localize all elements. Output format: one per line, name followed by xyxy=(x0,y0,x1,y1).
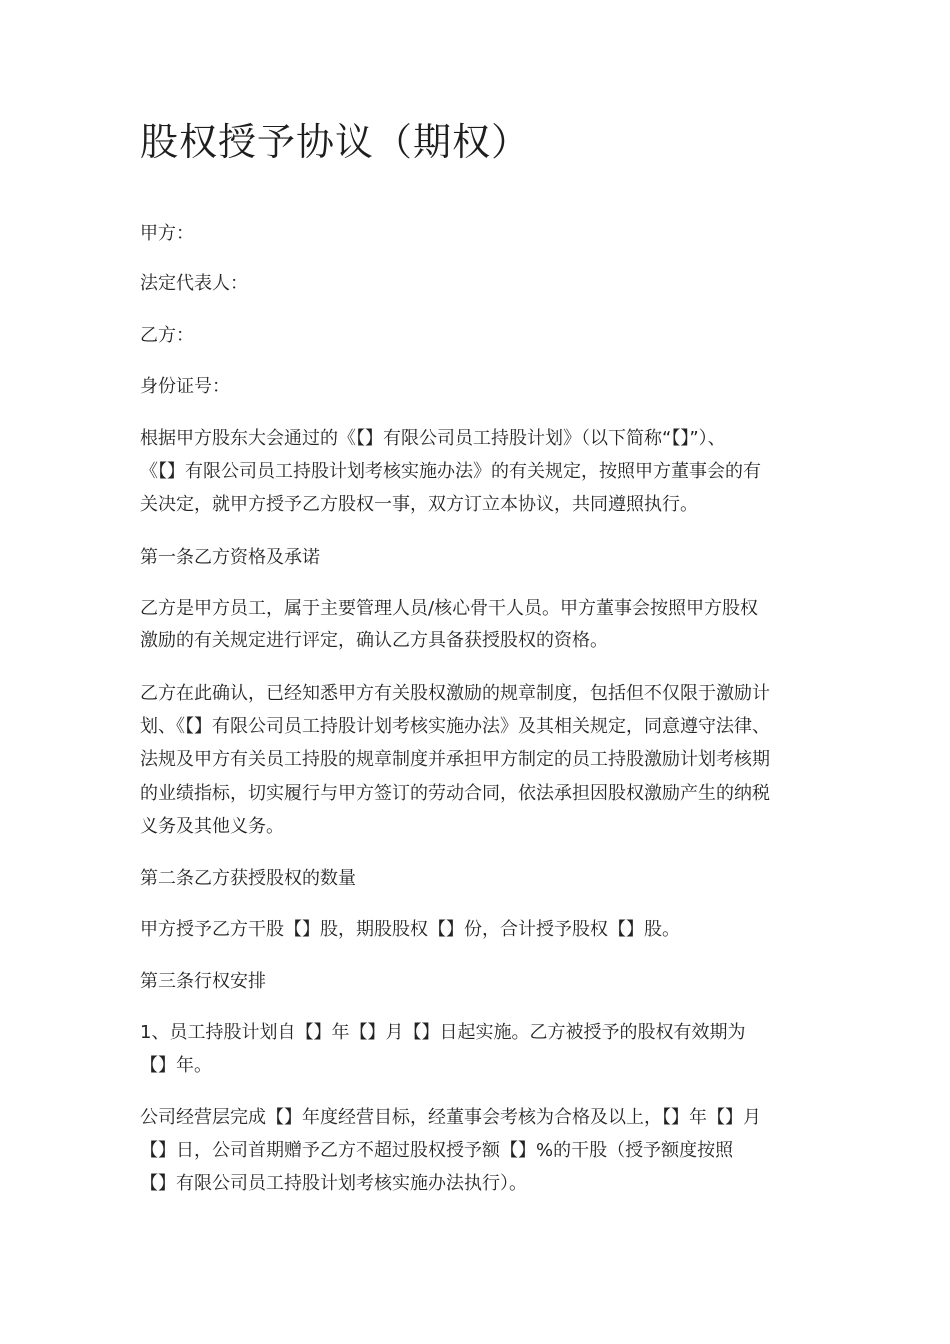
article3-heading: 第三条行权安排 xyxy=(140,971,266,992)
preamble-line: 根据甲方股东大会通过的《【】有限公司员工持股计划》（以下简称“【】”）、 xyxy=(140,428,726,449)
article1-para2-line: 乙方在此确认，已经知悉甲方有关股权激励的规章制度，包括但不仅限于激励计 xyxy=(140,683,770,704)
preamble-line: 《【】有限公司员工持股计划考核实施办法》的有关规定，按照甲方董事会的有 xyxy=(140,461,761,482)
legal-representative-label: 法定代表人： xyxy=(140,273,248,294)
article3-para2-line: 【】日，公司首期赠予乙方不超过股权授予额【】%的干股（授予额度按照 xyxy=(140,1140,734,1161)
article2-heading: 第二条乙方获授股权的数量 xyxy=(140,868,356,889)
article1-heading: 第一条乙方资格及承诺 xyxy=(140,547,320,568)
party-a-label: 甲方： xyxy=(140,223,194,244)
article1-para2-line: 法规及甲方有关员工持股的规章制度并承担甲方制定的员工持股激励计划考核期 xyxy=(140,749,770,770)
article1-para2-line: 义务及其他义务。 xyxy=(140,816,284,837)
article1-para1-line: 激励的有关规定进行评定，确认乙方具备获授股权的资格。 xyxy=(140,630,608,651)
article2-para1: 甲方授予乙方干股【】股，期股股权【】份，合计授予股权【】股。 xyxy=(140,919,680,940)
article3-para2-line: 【】有限公司员工持股计划考核实施办法执行）。 xyxy=(140,1173,527,1194)
party-b-label: 乙方： xyxy=(140,325,194,346)
preamble-line: 关决定，就甲方授予乙方股权一事，双方订立本协议，共同遵照执行。 xyxy=(140,494,698,515)
article1-para1-line: 乙方是甲方员工，属于主要管理人员/核心骨干人员。甲方董事会按照甲方股权 xyxy=(140,598,759,619)
article3-para1-line: 1、员工持股计划自【】年【】月【】日起实施。乙方被授予的股权有效期为 xyxy=(140,1022,746,1043)
article3-para1-line: 【】年。 xyxy=(140,1055,212,1076)
article1-para2-line: 划、《【】有限公司员工持股计划考核实施办法》及其相关规定，同意遵守法律、 xyxy=(140,716,770,737)
id-number-label: 身份证号： xyxy=(140,376,230,397)
document-title: 股权授予协议（期权） xyxy=(140,120,531,164)
article3-para2-line: 公司经营层完成【】年度经营目标，经董事会考核为合格及以上，【】年【】月 xyxy=(140,1107,761,1128)
article1-para2-line: 的业绩指标，切实履行与甲方签订的劳动合同，依法承担因股权激励产生的纳税 xyxy=(140,783,770,804)
